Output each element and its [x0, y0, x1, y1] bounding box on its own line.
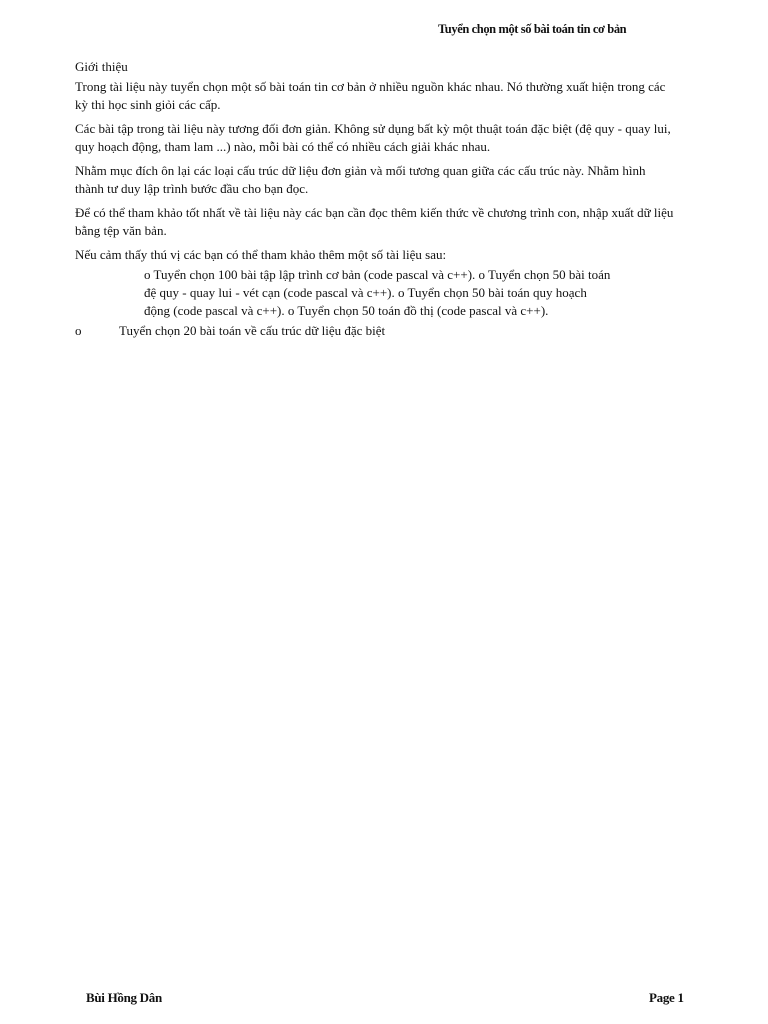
paragraph-purpose: Nhằm mục đích ôn lại các loại cấu trúc dữ liệu đơn giản và mối tương quan giữa các cấu trúc này. Nhằm hình thành tư duy lập trình bước đầu cho bạn đọc.: [75, 163, 646, 196]
section-heading: Giới thiệu: [75, 59, 128, 74]
document-body: [75, 58, 677, 340]
reference-list-item: [75, 322, 677, 340]
bullet-marker: o: [75, 323, 82, 338]
page-header-title: Tuyển chọn một số bài toán tin cơ bản: [438, 22, 627, 36]
paragraph-further-reading: Nếu cảm thấy thú vị các bạn có thể tham khảo thêm một số tài liệu sau:: [75, 247, 447, 262]
paragraph-reference-advice: Để có thể tham khảo tốt nhất về tài liệu này các bạn cần đọc thêm kiến thức về chương trình con, nhập xuất dữ liệu bằng tệp văn bản.: [75, 205, 674, 238]
paragraph-intro: Trong tài liệu này tuyển chọn một số bài toán tin cơ bản ở nhiều nguồn khác nhau. Nó thường xuất hiện trong các kỳ thi học sinh giỏi các cấp.: [75, 79, 666, 112]
reference-list-nested: o Tuyển chọn 100 bài tập lập trình cơ bản (code pascal và c++). o Tuyển chọn 50 bài toán đệ quy - quay lui - vét cạn (code pascal và c++). o Tuyển chọn 50 bài toán quy hoạch động (code pascal và c++). o Tuyển chọn 50 toán đồ thị (code pascal và c++).: [144, 267, 611, 318]
footer-author: Bùi Hồng Dân: [86, 990, 162, 1005]
bullet-text: Tuyển chọn 20 bài toán về cấu trúc dữ liệu đặc biệt: [119, 323, 386, 338]
footer-page-number: Page 1: [649, 990, 684, 1005]
paragraph-difficulty: Các bài tập trong tài liệu này tương đối đơn giản. Không sử dụng bất kỳ một thuật toán đặc biệt (đệ quy - quay lui, quy hoạch động, tham lam ...) nào, mỗi bài có thể có nhiều cách giải khác nhau.: [75, 121, 671, 154]
